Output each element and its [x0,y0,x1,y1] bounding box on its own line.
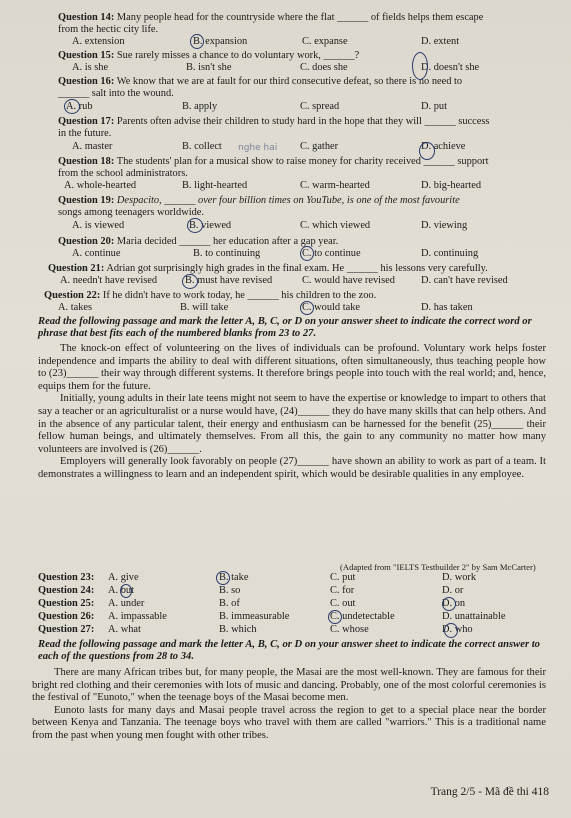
q15-option-c: C. does she [300,62,348,73]
passage-masai [32,667,546,743]
q15-option-d: D. doesn't she [421,62,480,73]
q17-option-c: C. gather [300,141,339,152]
q15-option-a: A. is she [72,62,109,73]
q18-option-a: A. whole-hearted [64,180,137,191]
q20-option-d: D. continuing [421,248,479,259]
q20-option-a: A. continue [72,248,121,259]
q15-option-b: B. isn't she [186,62,232,73]
passage-1-paragraph-3: Employers will generally look favorably on people (27)______ have shown an ability to work as part of a team. It demonstrates a willingness to learn and an independent spirit, which would be desirable qualities in any employee. [38,456,546,480]
q16-option-a: A. rub [66,101,93,112]
passage-2-paragraph-2: Eunoto lasts for many days and Masai people travel across the region to get to a special place near the border between Kenya and Tanzania. The teenage boys who travel with them are called "warriors." This is a traditional name from the past when young men fought with other tribes. [32,704,546,741]
question-17-stem-cont: in the future. [58,128,112,139]
q21-option-a: A. needn't have revised [60,275,158,286]
page-content: Question 14: Many people head for the countryside where the flat ______ of fields helps them escape from the hectic city life. A. extension B. expansion C. expanse D. extent Question 15: Sue rarely misses a chance to do voluntary work, ______? A. is she B. isn't she C. does she D. doesn't she Question 16: We know that we are at fault for our third consecutive defeat, so there is no need to ______ salt into the wound. A. rub B. apply C. spread D. put Question 17: Parents often advise their children to study hard in the hope that they will ______ success in the future. A. master B. collect C. gather D. achieve Question 18: The students' plan for a musical show to raise money for charity received ______ support from the school administrators. A. whole-hearted B. light-hearted C. warm-hearted D. big-hearted Question 19: Despacito, ______ over four billion times on YouTube, is one of the most favourite songs among teenagers worldwide. A. is viewed B. viewed C. which viewed D. viewing Question 20: Maria decided ______ her education after a gap year. A. continue B. to continuing C. to continue D. continuing Question 21: Adrian got surprisingly high grades in the final exam. He ______ his lessons very carefully. A. needn't have revised B. must have revised C. would have revised D. can't have revised Question 22: If he didn't have to work today, he ______ his children to the zoo. A. takes B. will take C. would take D. has taken Read the following passage and mark the letter A, B, C, or D on your answer sheet to indicate the correct word or phrase that best fits each of the numbered blanks from 23 to 27. The knock-on effect of volunteering on the lives of individuals can be profound. Voluntary work helps foster independence and imparts the ability to deal with different situations, often simultaneously, thus teaching people how to (23)______ their way through different systems. It therefore brings people into touch with the real world; and, hence, equips them for the future. Initially, young adults in their late teens might not seem to have the expertise or knowledge to impart to others that say a teacher or an agriculturalist or a nurse would have, (24)______ they do have many skills that can help others. And in the absence of any particular talent, their energy and enthusiasm can be harnessed for the benefit (25)______ their fellow human beings, and ultimately themselves. From all this, the gain to any community no matter how many volunteers are involved is (26)______. Employers will generally look favorably on people (27)______ have shown an ability to work as part of a team. It demonstrates a willingness to learn and an independent spirit, which would be desirable qualities in any employee. (Adapted from "IELTS Testbuilder 2" by Sam McCarter) Question 23: A. give B. take C. put D. work Question 24: A. but B. so C. for D. or Question 25: A. under B. of C. out D. on Question 26: A. impassable B. immeasurable C. undetectable D. unattainable Question 27: A. what B. which C. whose D. who Read the following passage and mark the letter A, B, C, or D on your answer sheet to indicate the correct answer to each of the questions from 28 to 34. There are many African tribes but, for many people, the Masai are the most well-known. They are famous for their bright red clothing and their ceremonies with lots of music and dancing. Probably, one of the most colorful ceremonies is the festival of "Eunoto," when the teenage boys of the Masai become men. Eunoto lasts for many days and Masai people travel across the region to get to a special place near the border between Kenya and Tanzania. The teenage boys who travel with them are called "warriors." This is a traditional name from the past when young men fought with other tribes. Trang 2/5 - Mã đề thi 418 nghe hai [32,12,549,798]
q22-option-d: D. has taken [421,302,473,313]
q14-option-c: C. expanse [302,36,348,47]
q19-option-c: C. which viewed [300,220,371,231]
q18-option-b: B. light-hearted [182,180,248,191]
page-footer: Trang 2/5 - Mã đề thi 418 [430,786,549,798]
q14-option-d: D. extent [421,36,460,47]
q22-option-b: B. will take [180,302,229,313]
instruction-28-34: Read the following passage and mark the letter A, B, C, or D on your answer sheet to indicate the correct answer to each of the questions from 28 to 34. [38,639,540,663]
q14-option-b: B. expansion [193,36,248,47]
passage-1-paragraph-1: The knock-on effect of volunteering on the lives of individuals can be profound. Voluntary work helps foster independence and imparts the ability to deal with different situations, often simultaneously, thus teaching people how to (23)______ their way through different systems. It therefore brings people into touch with the real world; and, hence, equips them for the future. [38,343,546,392]
q16-option-c: C. spread [300,101,340,112]
q17-option-b: B. collect [182,141,222,152]
question-14-stem: Question 14: Many people head for the countryside where the flat ______ of fields helps them escape [58,12,484,23]
handwritten-note: nghe hai [238,143,278,153]
question-16-stem: Question 16: We know that we are at fault for our third consecutive defeat, so there is no need to [58,76,463,87]
question-17-stem: Question 17: Parents often advise their children to study hard in the hope that they will ______ success [58,116,490,127]
q17-option-a: A. master [72,141,113,152]
question-22-stem: Question 22: If he didn't have to work today, he ______ his children to the zoo. [44,290,377,301]
question-19-stem: Question 19: Despacito, ______ over four billion times on YouTube, is one of the most favourite [58,195,460,206]
q18-option-c: C. warm-hearted [300,180,370,191]
passage-volunteering [38,343,546,482]
q22-option-c: C. would take [302,302,361,313]
q20-option-b: B. to continuing [193,248,261,259]
question-14-stem-cont: from the hectic city life. [58,24,159,35]
q17-option-d: D. achieve [421,141,466,152]
q19-option-a: A. is viewed [72,220,125,231]
q21-option-b: B. must have revised [185,275,273,286]
question-18-stem: Question 18: The students' plan for a musical show to raise money for charity received ______ support [58,156,489,167]
q20-option-c: C. to continue [302,248,361,259]
q19-option-d: D. viewing [421,220,468,231]
q16-option-d: D. put [421,101,447,112]
question-19-stem-cont: songs among teenagers worldwide. [58,207,205,218]
source-citation: (Adapted from "IELTS Testbuilder 2" by Sam McCarter) [340,562,536,572]
question-15-stem: Question 15: Sue rarely misses a chance to do voluntary work, ______? [58,50,360,61]
passage-2-paragraph-1: There are many African tribes but, for many people, the Masai are the most well-known. They are famous for their bright red clothing and their ceremonies with lots of music and dancing. Probably, one of the most colorful ceremonies is the festival of "Eunoto," when the teenage boys of the Masai become men. [32,667,546,704]
q19-option-b: B. viewed [189,220,232,231]
question-16-stem-cont: ______ salt into the wound. [58,88,174,99]
q18-option-d: D. big-hearted [421,180,482,191]
q16-option-b: B. apply [182,101,218,112]
q21-option-c: C. would have revised [302,275,395,286]
q21-option-d: D. can't have revised [421,275,508,286]
question-18-stem-cont: from the school administrators. [58,168,188,179]
question-20-stem: Question 20: Maria decided ______ her education after a gap year. [58,236,339,247]
q14-option-a: A. extension [72,36,125,47]
instruction-23-27: Read the following passage and mark the letter A, B, C, or D on your answer sheet to indicate the correct word or phrase that best fits each of the numbered blanks from 23 to 27. [38,316,532,340]
q22-option-a: A. takes [58,302,93,313]
question-21-stem: Question 21: Adrian got surprisingly high grades in the final exam. He ______ his lessons very carefully. [48,263,488,274]
passage-1-paragraph-2: Initially, young adults in their late teens might not seem to have the expertise or knowledge to impart to others that say a teacher or an agriculturalist or a nurse would have, (24)______ they do have many skills that can help others. And in the absence of any particular talent, their energy and enthusiasm can be harnessed for the benefit (25)______ their fellow human beings, and ultimately themselves. From all this, the gain to any community no matter how many volunteers are involved is (26)______. [38,393,546,455]
